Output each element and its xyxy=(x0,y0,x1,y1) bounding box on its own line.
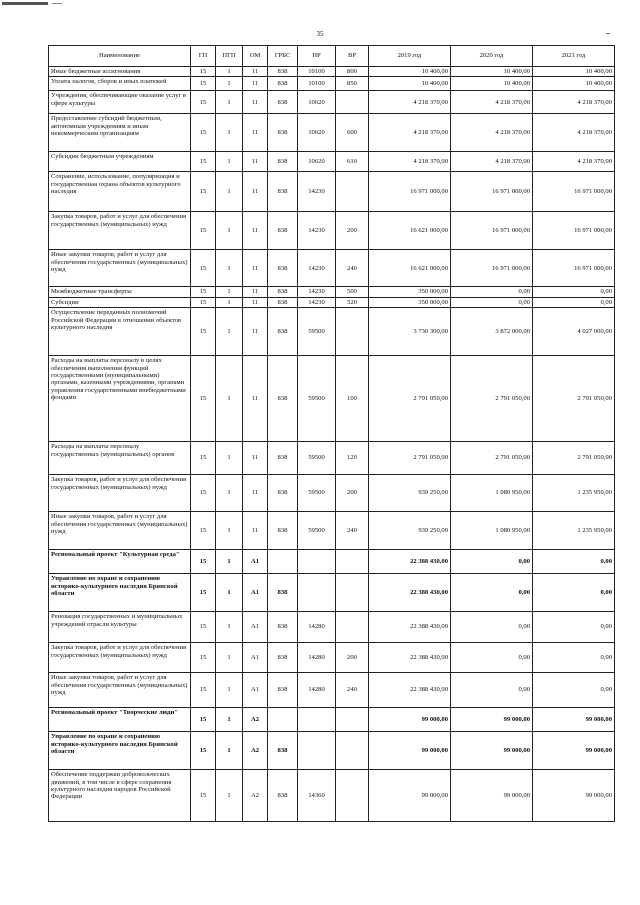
table-row xyxy=(49,152,615,172)
row-vr: 240 xyxy=(336,673,369,708)
row-nr xyxy=(298,708,336,732)
row-gp: 15 xyxy=(191,114,216,152)
row-nr: 14230 xyxy=(298,287,336,297)
row-om: 11 xyxy=(243,212,268,250)
row-value-2020: 0,00 xyxy=(451,550,533,574)
table-row xyxy=(49,770,615,822)
row-om: 11 xyxy=(243,152,268,172)
row-pgp: 1 xyxy=(216,356,243,442)
row-value-2019: 10 400,00 xyxy=(369,77,451,91)
col-header-pgp: ПГП xyxy=(216,46,243,67)
row-value-2019: 939 250,00 xyxy=(369,512,451,550)
table-row xyxy=(49,297,615,307)
row-grbs: 838 xyxy=(268,732,298,770)
row-om: A1 xyxy=(243,643,268,673)
row-value-2019: 3 730 300,00 xyxy=(369,308,451,356)
row-name: Сохранение, использование, популяризация и государственная охрана объектов культурного наследия xyxy=(49,172,191,212)
table-row xyxy=(49,574,615,612)
row-name: Региональный проект "Культурная среда" xyxy=(49,550,191,574)
row-gp: 15 xyxy=(191,732,216,770)
row-nr: 59500 xyxy=(298,308,336,356)
row-value-2020: 99 000,00 xyxy=(451,732,533,770)
row-om: 11 xyxy=(243,114,268,152)
row-grbs: 838 xyxy=(268,356,298,442)
row-gp: 15 xyxy=(191,287,216,297)
row-name: Закупка товаров, работ и услуг для обеспечения государственных (муниципальных) нужд xyxy=(49,475,191,512)
row-value-2021: 1 235 950,00 xyxy=(533,512,615,550)
row-nr: 10620 xyxy=(298,91,336,114)
row-value-2021: 4 027 000,00 xyxy=(533,308,615,356)
row-om: A2 xyxy=(243,770,268,822)
table-row xyxy=(49,612,615,643)
row-vr: 200 xyxy=(336,643,369,673)
row-grbs: 838 xyxy=(268,308,298,356)
row-name: Расходы на выплаты персоналу государственных (муниципальных) органов xyxy=(49,442,191,475)
row-name: Региональный проект "Творческие люди" xyxy=(49,708,191,732)
row-value-2021: 0,00 xyxy=(533,297,615,307)
row-value-2020: 16 971 000,00 xyxy=(451,212,533,250)
row-value-2021: 10 400,00 xyxy=(533,67,615,77)
row-value-2020: 3 872 000,00 xyxy=(451,308,533,356)
row-value-2021: 4 218 370,00 xyxy=(533,91,615,114)
row-value-2021: 99 000,00 xyxy=(533,770,615,822)
row-value-2019: 4 218 370,00 xyxy=(369,91,451,114)
row-gp: 15 xyxy=(191,67,216,77)
row-name: Обеспечение поддержки добровольческих движений, в том числе в сфере сохранения культурного наследия народов Российской Федерации xyxy=(49,770,191,822)
row-name: Осуществление переданных полномочий Российской Федерации в отношении объектов культурного наследия xyxy=(49,308,191,356)
row-nr: 59500 xyxy=(298,442,336,475)
row-om: A1 xyxy=(243,574,268,612)
row-nr: 14280 xyxy=(298,643,336,673)
row-grbs: 838 xyxy=(268,172,298,212)
row-value-2020: 1 080 950,00 xyxy=(451,512,533,550)
row-pgp: 1 xyxy=(216,442,243,475)
row-value-2020: 2 791 050,00 xyxy=(451,442,533,475)
row-value-2021: 0,00 xyxy=(533,574,615,612)
row-nr xyxy=(298,732,336,770)
row-value-2020: 99 000,00 xyxy=(451,770,533,822)
row-value-2020: 99 000,00 xyxy=(451,708,533,732)
row-gp: 15 xyxy=(191,442,216,475)
table-row xyxy=(49,287,615,297)
row-vr: 100 xyxy=(336,356,369,442)
row-om: A2 xyxy=(243,708,268,732)
row-grbs xyxy=(268,708,298,732)
table-row xyxy=(49,673,615,708)
row-grbs: 838 xyxy=(268,512,298,550)
table-row xyxy=(49,308,615,356)
table-row xyxy=(49,91,615,114)
row-grbs: 838 xyxy=(268,287,298,297)
row-value-2021: 4 218 370,00 xyxy=(533,114,615,152)
col-header-2021: 2021 год xyxy=(533,46,615,67)
row-vr: 800 xyxy=(336,67,369,77)
row-nr: 14280 xyxy=(298,612,336,643)
row-om: 11 xyxy=(243,250,268,287)
table-row xyxy=(49,512,615,550)
table-body xyxy=(49,67,615,822)
row-nr: 14230 xyxy=(298,212,336,250)
row-om: 11 xyxy=(243,287,268,297)
col-header-2019: 2019 год xyxy=(369,46,451,67)
table-row xyxy=(49,114,615,152)
row-value-2021: 0,00 xyxy=(533,550,615,574)
row-value-2019: 22 388 430,00 xyxy=(369,574,451,612)
row-grbs: 838 xyxy=(268,442,298,475)
row-gp: 15 xyxy=(191,550,216,574)
row-vr: 200 xyxy=(336,212,369,250)
row-pgp: 1 xyxy=(216,172,243,212)
row-name: Предоставление субсидий бюджетным, автономным учреждениям и иным некоммерческим организациям xyxy=(49,114,191,152)
row-gp: 15 xyxy=(191,512,216,550)
row-value-2020: 2 791 050,00 xyxy=(451,356,533,442)
row-vr: 600 xyxy=(336,114,369,152)
row-grbs: 838 xyxy=(268,67,298,77)
row-pgp: 1 xyxy=(216,574,243,612)
row-value-2019: 16 621 000,00 xyxy=(369,250,451,287)
row-name: Закупка товаров, работ и услуг для обеспечения государственных (муниципальных) нужд xyxy=(49,212,191,250)
row-name: Иные закупки товаров, работ и услуг для обеспечения государственных (муниципальных) нужд xyxy=(49,673,191,708)
row-pgp: 1 xyxy=(216,287,243,297)
row-gp: 15 xyxy=(191,308,216,356)
row-gp: 15 xyxy=(191,77,216,91)
row-name: Межбюджетные трансферты xyxy=(49,287,191,297)
budget-table xyxy=(48,45,615,822)
row-vr xyxy=(336,574,369,612)
row-name: Иные бюджетные ассигнования xyxy=(49,67,191,77)
row-nr: 10100 xyxy=(298,77,336,91)
row-gp: 15 xyxy=(191,708,216,732)
row-pgp: 1 xyxy=(216,708,243,732)
row-value-2021: 10 400,00 xyxy=(533,77,615,91)
table-row xyxy=(49,172,615,212)
row-nr: 59500 xyxy=(298,475,336,512)
row-value-2019: 16 621 000,00 xyxy=(369,212,451,250)
table-row xyxy=(49,212,615,250)
table-row xyxy=(49,67,615,77)
row-pgp: 1 xyxy=(216,152,243,172)
row-nr: 14360 xyxy=(298,770,336,822)
row-grbs: 838 xyxy=(268,612,298,643)
row-name: Иные закупки товаров, работ и услуг для обеспечения государственных (муниципальных) нужд xyxy=(49,250,191,287)
row-pgp: 1 xyxy=(216,91,243,114)
row-om: 11 xyxy=(243,172,268,212)
row-value-2019: 22 388 430,00 xyxy=(369,673,451,708)
scan-dash-mark xyxy=(606,33,610,34)
table-row xyxy=(49,708,615,732)
row-grbs: 838 xyxy=(268,574,298,612)
row-value-2019: 99 000,00 xyxy=(369,708,451,732)
row-value-2020: 4 218 370,00 xyxy=(451,152,533,172)
row-om: A1 xyxy=(243,612,268,643)
row-gp: 15 xyxy=(191,172,216,212)
row-value-2020: 0,00 xyxy=(451,673,533,708)
row-vr: 240 xyxy=(336,250,369,287)
row-om: 11 xyxy=(243,297,268,307)
row-pgp: 1 xyxy=(216,250,243,287)
row-value-2021: 4 218 370,00 xyxy=(533,152,615,172)
row-value-2019: 4 218 370,00 xyxy=(369,114,451,152)
scan-edge-mark xyxy=(2,2,48,5)
row-value-2020: 16 971 000,00 xyxy=(451,250,533,287)
row-value-2019: 22 388 430,00 xyxy=(369,612,451,643)
row-value-2019: 2 791 050,00 xyxy=(369,442,451,475)
row-value-2019: 99 000,00 xyxy=(369,732,451,770)
row-vr: 850 xyxy=(336,77,369,91)
row-grbs: 838 xyxy=(268,770,298,822)
row-pgp: 1 xyxy=(216,475,243,512)
row-value-2021: 16 971 000,00 xyxy=(533,212,615,250)
row-om: 11 xyxy=(243,356,268,442)
table-row xyxy=(49,356,615,442)
row-grbs: 838 xyxy=(268,673,298,708)
row-value-2021: 0,00 xyxy=(533,287,615,297)
row-value-2020: 1 080 950,00 xyxy=(451,475,533,512)
row-value-2021: 2 791 050,00 xyxy=(533,356,615,442)
row-value-2020: 0,00 xyxy=(451,643,533,673)
row-nr: 59500 xyxy=(298,356,336,442)
row-name: Субсидии xyxy=(49,297,191,307)
row-value-2019: 2 791 050,00 xyxy=(369,356,451,442)
row-pgp: 1 xyxy=(216,297,243,307)
row-om: 11 xyxy=(243,308,268,356)
row-om: 11 xyxy=(243,512,268,550)
row-gp: 15 xyxy=(191,612,216,643)
row-name: Субсидии бюджетным учреждениям xyxy=(49,152,191,172)
row-value-2019: 16 971 000,00 xyxy=(369,172,451,212)
row-value-2021: 16 971 000,00 xyxy=(533,172,615,212)
row-grbs: 838 xyxy=(268,643,298,673)
row-vr xyxy=(336,708,369,732)
col-header-om: ОМ xyxy=(243,46,268,67)
col-header-nr: НР xyxy=(298,46,336,67)
row-name: Управление по охране и сохранению историко-культурного наследия Брянской области xyxy=(49,574,191,612)
row-om: 11 xyxy=(243,67,268,77)
row-gp: 15 xyxy=(191,673,216,708)
row-grbs: 838 xyxy=(268,152,298,172)
row-vr: 240 xyxy=(336,512,369,550)
row-value-2019: 99 000,00 xyxy=(369,770,451,822)
row-pgp: 1 xyxy=(216,114,243,152)
row-value-2019: 350 000,00 xyxy=(369,287,451,297)
row-vr xyxy=(336,550,369,574)
row-vr xyxy=(336,91,369,114)
row-vr: 500 xyxy=(336,287,369,297)
row-om: A1 xyxy=(243,550,268,574)
row-nr: 14230 xyxy=(298,172,336,212)
table-row xyxy=(49,643,615,673)
row-grbs: 838 xyxy=(268,114,298,152)
row-value-2020: 4 218 370,00 xyxy=(451,114,533,152)
row-gp: 15 xyxy=(191,152,216,172)
row-value-2019: 10 400,00 xyxy=(369,67,451,77)
row-value-2019: 939 250,00 xyxy=(369,475,451,512)
row-value-2020: 0,00 xyxy=(451,574,533,612)
row-value-2020: 10 400,00 xyxy=(451,77,533,91)
row-vr xyxy=(336,308,369,356)
row-nr: 59500 xyxy=(298,512,336,550)
row-nr: 10620 xyxy=(298,152,336,172)
row-value-2020: 0,00 xyxy=(451,297,533,307)
col-header-vr: ВР xyxy=(336,46,369,67)
row-nr xyxy=(298,574,336,612)
row-pgp: 1 xyxy=(216,308,243,356)
row-grbs: 838 xyxy=(268,77,298,91)
row-value-2021: 99 000,00 xyxy=(533,732,615,770)
row-nr: 14230 xyxy=(298,297,336,307)
row-pgp: 1 xyxy=(216,512,243,550)
row-vr: 610 xyxy=(336,152,369,172)
row-gp: 15 xyxy=(191,212,216,250)
row-grbs: 838 xyxy=(268,475,298,512)
table-header-row xyxy=(49,46,615,67)
row-vr: 520 xyxy=(336,297,369,307)
row-name: Уплата налогов, сборов и иных платежей xyxy=(49,77,191,91)
row-vr xyxy=(336,770,369,822)
row-value-2021: 1 235 950,00 xyxy=(533,475,615,512)
row-pgp: 1 xyxy=(216,612,243,643)
row-pgp: 1 xyxy=(216,212,243,250)
row-gp: 15 xyxy=(191,297,216,307)
row-value-2021: 2 791 050,00 xyxy=(533,442,615,475)
row-vr xyxy=(336,172,369,212)
row-value-2020: 10 400,00 xyxy=(451,67,533,77)
row-vr xyxy=(336,732,369,770)
row-om: 11 xyxy=(243,442,268,475)
table-row xyxy=(49,77,615,91)
row-gp: 15 xyxy=(191,574,216,612)
row-value-2019: 22 388 430,00 xyxy=(369,550,451,574)
row-gp: 15 xyxy=(191,356,216,442)
row-om: A2 xyxy=(243,732,268,770)
row-nr: 14280 xyxy=(298,673,336,708)
col-header-2020: 2020 год xyxy=(451,46,533,67)
col-header-name: Наименование xyxy=(49,46,191,67)
row-value-2020: 0,00 xyxy=(451,612,533,643)
row-name: Учреждения, обеспечивающие оказание услуг в сфере культуры xyxy=(49,91,191,114)
row-pgp: 1 xyxy=(216,77,243,91)
row-nr: 10100 xyxy=(298,67,336,77)
row-name: Реновация государственных и муниципальных учреждений отрасли культуры xyxy=(49,612,191,643)
row-pgp: 1 xyxy=(216,770,243,822)
row-om: 11 xyxy=(243,475,268,512)
row-om: 11 xyxy=(243,91,268,114)
row-vr xyxy=(336,612,369,643)
row-nr xyxy=(298,550,336,574)
row-value-2021: 0,00 xyxy=(533,612,615,643)
row-grbs: 838 xyxy=(268,297,298,307)
row-gp: 15 xyxy=(191,250,216,287)
table-row xyxy=(49,550,615,574)
col-header-gp: ГП xyxy=(191,46,216,67)
row-name: Расходы на выплаты персоналу в целях обеспечения выполнения функций государственными (муниципальными) органами, казенными учреждениями, органами управления государственными внебюджетными фондами xyxy=(49,356,191,442)
row-gp: 15 xyxy=(191,643,216,673)
page-number: 35 xyxy=(316,30,324,38)
table-row xyxy=(49,442,615,475)
row-value-2021: 0,00 xyxy=(533,673,615,708)
row-gp: 15 xyxy=(191,91,216,114)
row-om: A1 xyxy=(243,673,268,708)
row-name: Управление по охране и сохранению историко-культурного наследия Брянской области xyxy=(49,732,191,770)
row-value-2019: 4 218 370,00 xyxy=(369,152,451,172)
row-value-2019: 350 000,00 xyxy=(369,297,451,307)
row-nr: 10620 xyxy=(298,114,336,152)
row-pgp: 1 xyxy=(216,732,243,770)
row-name: Иные закупки товаров, работ и услуг для обеспечения государственных (муниципальных) нужд xyxy=(49,512,191,550)
row-value-2021: 99 000,00 xyxy=(533,708,615,732)
table-row xyxy=(49,250,615,287)
row-value-2021: 0,00 xyxy=(533,643,615,673)
scan-edge-mark xyxy=(52,3,62,4)
row-gp: 15 xyxy=(191,475,216,512)
row-pgp: 1 xyxy=(216,673,243,708)
col-header-grbs: ГРБС xyxy=(268,46,298,67)
row-value-2020: 4 218 370,00 xyxy=(451,91,533,114)
row-value-2020: 0,00 xyxy=(451,287,533,297)
row-vr: 200 xyxy=(336,475,369,512)
row-nr: 14230 xyxy=(298,250,336,287)
row-vr: 120 xyxy=(336,442,369,475)
row-pgp: 1 xyxy=(216,67,243,77)
table-row xyxy=(49,732,615,770)
row-name: Закупка товаров, работ и услуг для обеспечения государственных (муниципальных) нужд xyxy=(49,643,191,673)
row-value-2021: 16 971 000,00 xyxy=(533,250,615,287)
row-om: 11 xyxy=(243,77,268,91)
row-pgp: 1 xyxy=(216,550,243,574)
row-grbs: 838 xyxy=(268,91,298,114)
table-row xyxy=(49,475,615,512)
row-grbs xyxy=(268,550,298,574)
row-grbs: 838 xyxy=(268,212,298,250)
row-value-2020: 16 971 000,00 xyxy=(451,172,533,212)
row-pgp: 1 xyxy=(216,643,243,673)
row-value-2019: 22 388 430,00 xyxy=(369,643,451,673)
row-gp: 15 xyxy=(191,770,216,822)
row-grbs: 838 xyxy=(268,250,298,287)
